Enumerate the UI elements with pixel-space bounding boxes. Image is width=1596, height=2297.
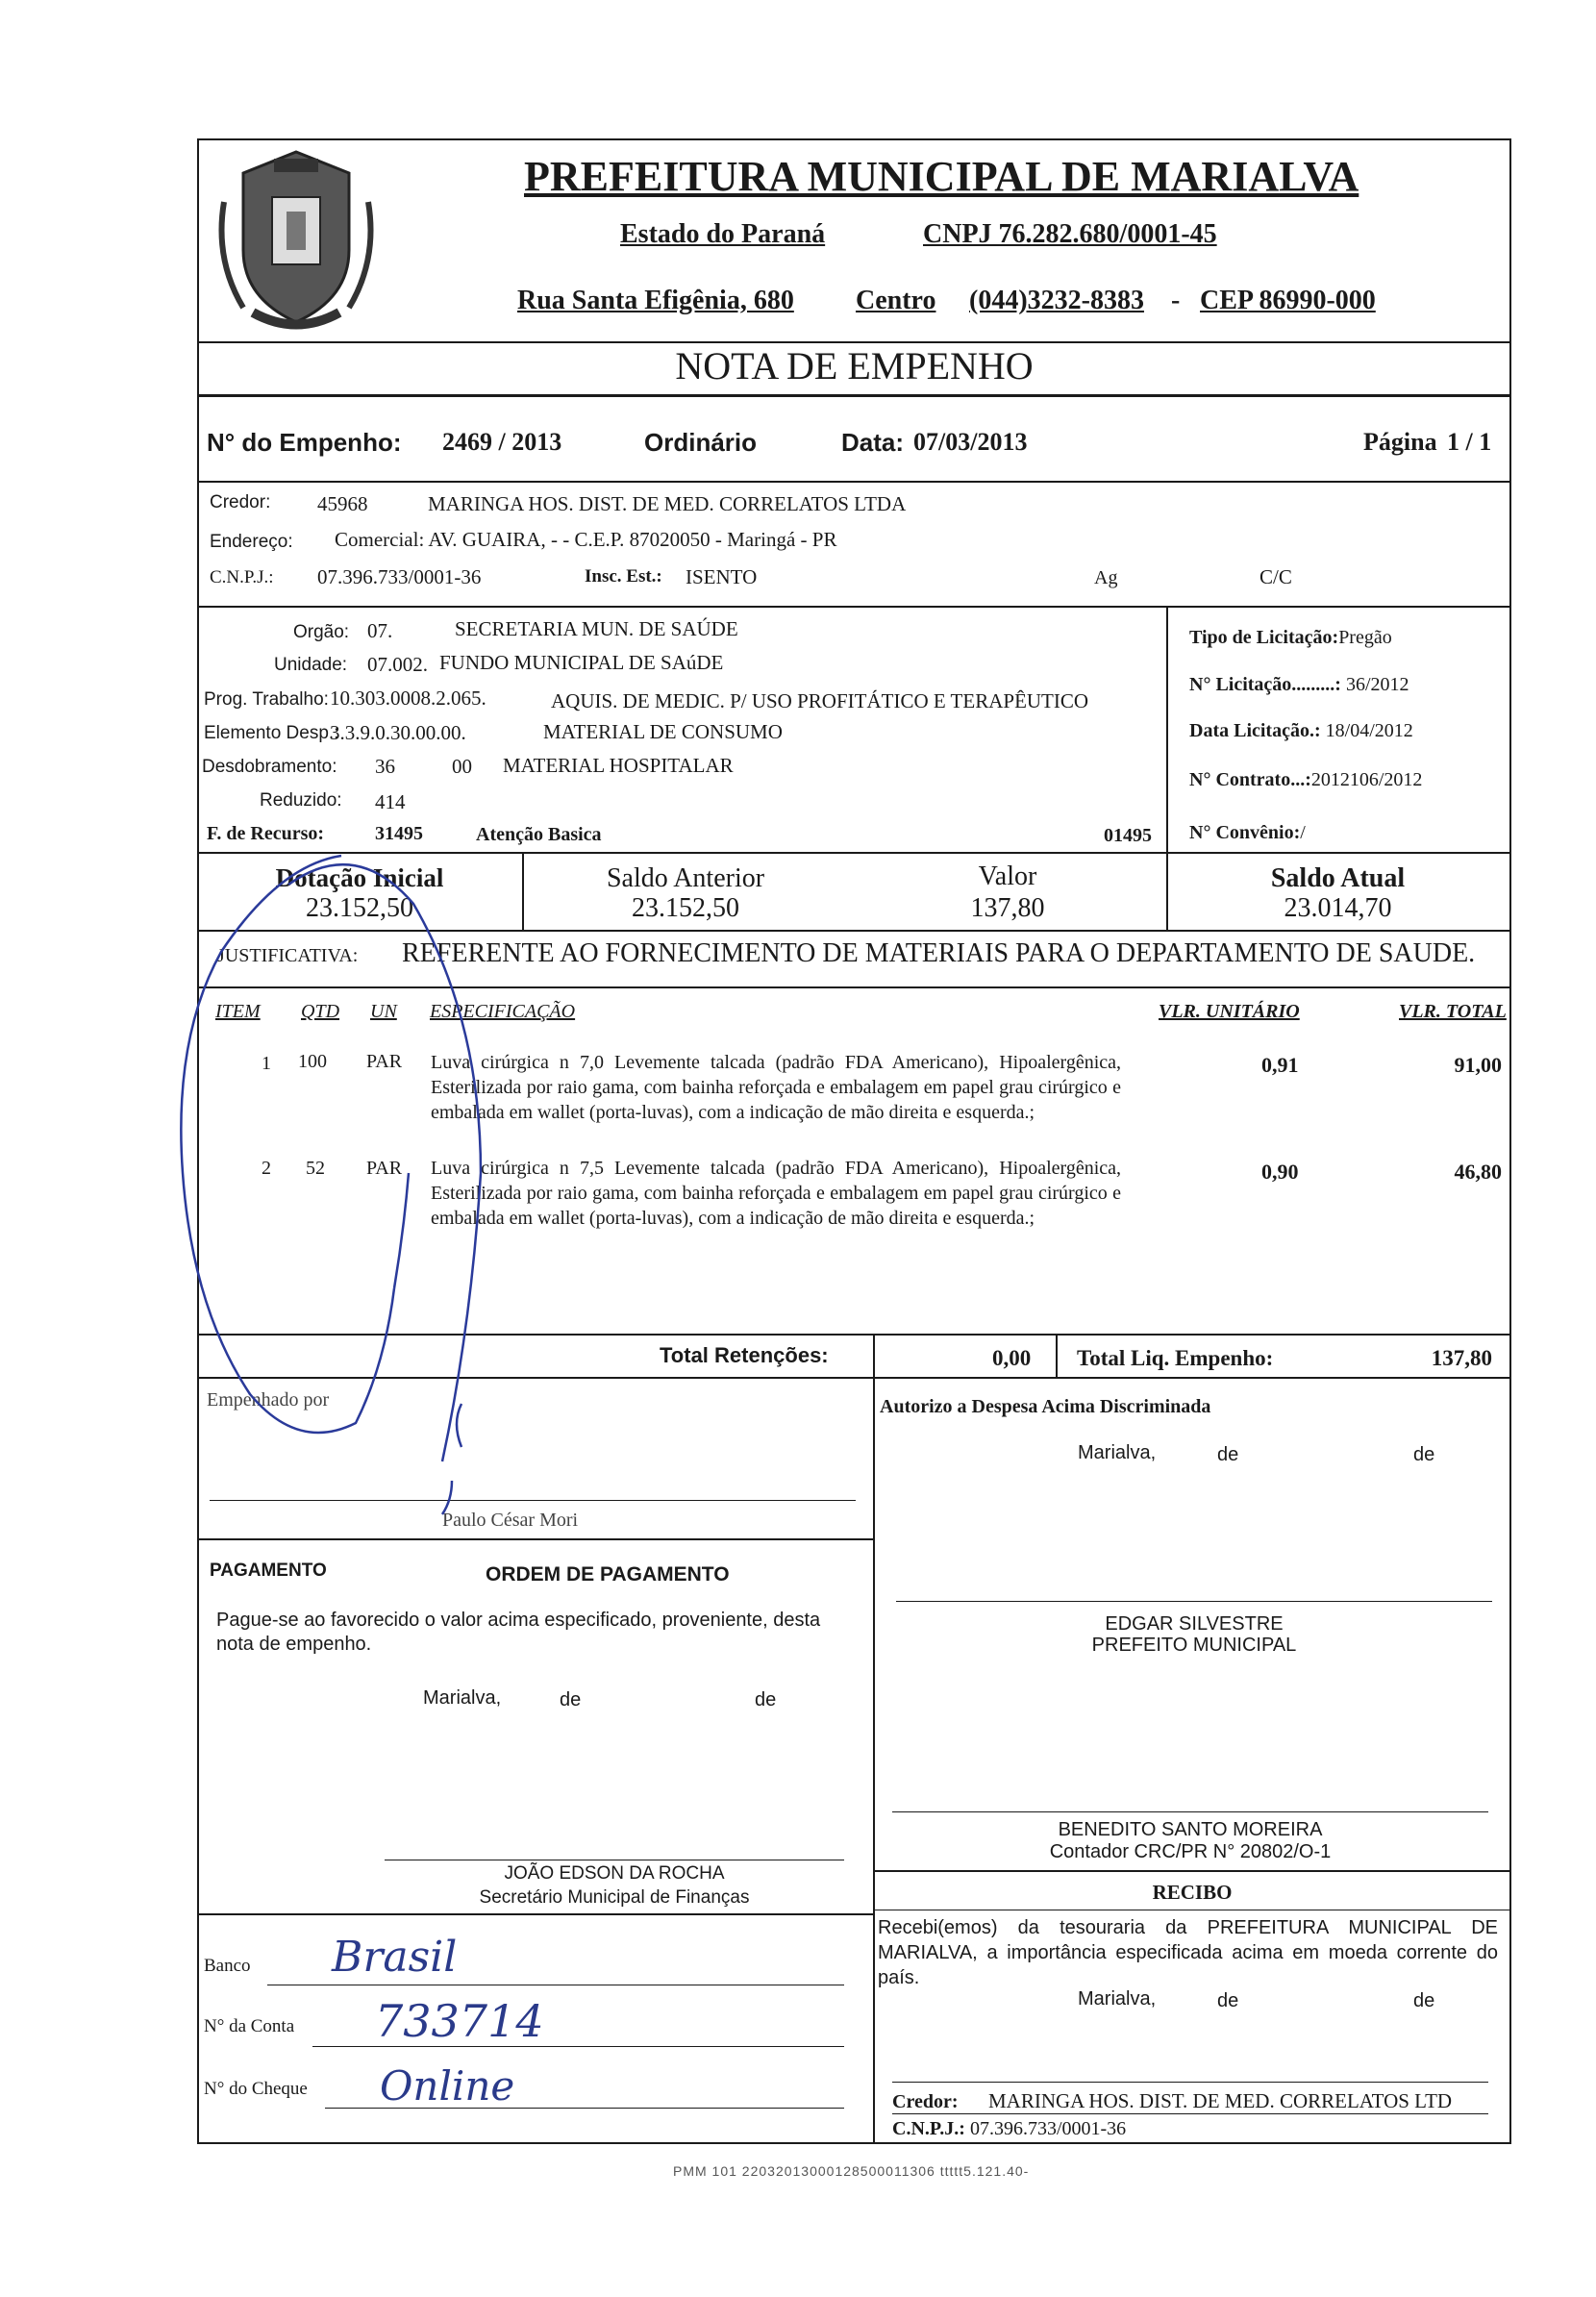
col-spec: ESPECIFICAÇÃO xyxy=(430,1001,576,1022)
elemento-code: 3.3.9.0.30.00.00. xyxy=(330,721,466,744)
recurso-label: F. de Recurso: xyxy=(207,823,325,844)
retencoes-value: 0,00 xyxy=(992,1346,1032,1370)
pagamento-place: Marialva, xyxy=(423,1687,502,1709)
cc-label: C/C xyxy=(1259,565,1292,588)
orgao-code: 07. xyxy=(367,619,393,642)
item-2-un: PAR xyxy=(366,1158,403,1179)
prog-code: 10.303.0008.2.065. xyxy=(330,687,486,710)
num-licitacao: N° Licitação.........: 36/2012 xyxy=(1189,674,1409,695)
reduzido-label: Reduzido: xyxy=(260,790,342,811)
justificativa-text: REFERENTE AO FORNECIMENTO DE MATERIAIS PARA O DEPARTAMENTO DE SAUDE. xyxy=(402,938,1476,968)
col-vlr-total: VLR. TOTAL xyxy=(1399,1001,1507,1022)
ag-label: Ag xyxy=(1094,567,1118,588)
empenho-number: 2469 / 2013 xyxy=(442,428,562,456)
retencoes-label: Total Retenções: xyxy=(660,1343,829,1367)
prefeitura-title: PREFEITURA MUNICIPAL DE MARIALVA xyxy=(524,153,1359,200)
saldo-anterior-label: Saldo Anterior xyxy=(606,863,765,893)
item-1-qtd: 100 xyxy=(298,1051,327,1072)
pen-loop-marking xyxy=(163,827,644,1519)
doc-title: NOTA DE EMPENHO xyxy=(675,344,1034,387)
desdobramento-label: Desdobramento: xyxy=(202,757,337,777)
col-item: ITEM xyxy=(215,1001,261,1022)
insc-label: Insc. Est.: xyxy=(585,566,662,587)
unidade-name: FUNDO MUNICIPAL DE SAúDE xyxy=(439,651,724,674)
credor-name: MARINGA HOS. DIST. DE MED. CORRELATOS LTDA xyxy=(428,492,907,515)
footer-code: PMM 101 22032013000128500011306 ttttt5.121.40- xyxy=(673,2163,1030,2179)
conta-label: N° da Conta xyxy=(204,2016,295,2036)
recurso-name: Atenção Basica xyxy=(476,824,602,845)
item-1-number: 1 xyxy=(262,1053,271,1074)
estado: Estado do Paraná xyxy=(620,219,826,249)
pagamento-label: PAGAMENTO xyxy=(210,1560,327,1581)
item-2-unit: 0,90 xyxy=(1261,1160,1299,1184)
dotacao-label: Dotação Inicial xyxy=(275,863,444,892)
pagamento-de-1: de xyxy=(560,1689,582,1710)
empenho-type: Ordinário xyxy=(644,428,758,457)
saldo-anterior-value: 23.152,50 xyxy=(632,893,739,923)
prog-name: AQUIS. DE MEDIC. P/ USO PROFITÁTICO E TERAPÊUTICO xyxy=(551,689,1089,712)
desdobramento-sub: 00 xyxy=(452,755,472,778)
insc-value: ISENTO xyxy=(686,565,758,588)
saldo-atual-label: Saldo Atual xyxy=(1270,863,1406,893)
credor-label: Credor: xyxy=(210,492,271,512)
ordem-pagamento: ORDEM DE PAGAMENTO xyxy=(486,1563,730,1585)
valor-label: Valor xyxy=(978,861,1037,891)
item-1-un: PAR xyxy=(366,1051,403,1072)
banco-value: Brasil xyxy=(332,1933,458,1982)
tipo-licitacao: Tipo de Licitação:Pregão xyxy=(1189,627,1392,648)
empenho-number-label: N° do Empenho: xyxy=(207,428,402,457)
creditor-cnpj: 07.396.733/0001-36 xyxy=(317,565,482,588)
pagamento-de-2: de xyxy=(755,1689,777,1710)
recibo-text: Recebi(emos) da tesouraria da PREFEITURA MUNICIPAL DE MARIALVA, a importância especificada acima em moeda corrente do país. xyxy=(878,1917,1498,1988)
recurso-num: 01495 xyxy=(1104,825,1152,846)
banco-label: Banco xyxy=(204,1956,251,1976)
liq-value: 137,80 xyxy=(1431,1346,1492,1370)
recibo-credor-label: Credor: xyxy=(892,2091,959,2112)
header-cep: CEP 86990-000 xyxy=(1200,286,1376,315)
credor-code: 45968 xyxy=(317,492,368,515)
item-2-spec: Luva cirúrgica n 7,5 Levemente talcada (padrão FDA Americano), Hipoalergênica, Esterilizada por raio gama, com bainha reforçada e embalagem em papel grau cirúrgico e embalada em wallet (porta-luvas), com a indicação de mão direita e esquerda.; xyxy=(431,1158,1121,1229)
recibo-de-2: de xyxy=(1413,1990,1435,2011)
recurso-code: 31495 xyxy=(375,823,423,844)
prefeito-name: EDGAR SILVESTRE xyxy=(1105,1613,1284,1635)
desdobramento-name: MATERIAL HOSPITALAR xyxy=(503,754,734,777)
item-2-number: 2 xyxy=(262,1158,271,1179)
item-1-spec: Luva cirúrgica n 7,0 Levemente talcada (padrão FDA Americano), Hipoalergênica, Esterilizada por raio gama, com bainha reforçada e embalagem em papel grau cirúrgico e embalada em wallet (porta-luvas), com a indicação de mão direita e esquerda.; xyxy=(431,1052,1121,1123)
page-number: 1 / 1 xyxy=(1447,428,1492,456)
pague-text: Pague-se ao favorecido o valor acima especificado, proveniente, desta nota de empenho. xyxy=(216,1610,821,1655)
endereco-value: Comercial: AV. GUAIRA, - - C.E.P. 87020050 - Maringá - PR xyxy=(335,528,837,551)
header-cnpj: CNPJ 76.282.680/0001-45 xyxy=(923,219,1217,249)
secretario-role: Secretário Municipal de Finanças xyxy=(479,1887,750,1908)
contador-role: Contador CRC/PR N° 20802/O-1 xyxy=(1049,1841,1332,1862)
col-un: UN xyxy=(370,1001,397,1022)
empenho-date: 07/03/2013 xyxy=(913,428,1028,456)
empenho-date-label: Data: xyxy=(841,428,905,457)
header-address: Rua Santa Efigênia, 680 xyxy=(517,286,794,315)
desdobramento-code: 36 xyxy=(375,755,395,778)
cheque-value: Online xyxy=(380,2062,515,2110)
autorizo-place: Marialva, xyxy=(1078,1442,1157,1463)
header-phone: (044)3232-8383 xyxy=(969,286,1144,315)
prog-label: Prog. Trabalho: xyxy=(204,689,329,710)
autorizo-de-1: de xyxy=(1217,1444,1239,1465)
orgao-name: SECRETARIA MUN. DE SAÚDE xyxy=(455,617,738,640)
empenhado-name: Paulo César Mori xyxy=(442,1510,579,1531)
item-1-total: 91,00 xyxy=(1454,1053,1502,1077)
col-vlr-unit: VLR. UNITÁRIO xyxy=(1159,1001,1300,1022)
unidade-label: Unidade: xyxy=(274,655,348,675)
endereco-label: Endereço: xyxy=(210,532,293,552)
conta-value: 733714 xyxy=(375,1995,544,2047)
recibo-de-1: de xyxy=(1217,1990,1239,2011)
item-1-unit: 0,91 xyxy=(1261,1053,1299,1077)
justificativa-label: JUSTIFICATIVA: xyxy=(217,945,359,966)
reduzido-value: 414 xyxy=(375,790,406,813)
recibo-credor-name: MARINGA HOS. DIST. DE MED. CORRELATOS LTD xyxy=(988,2089,1453,2112)
item-2-total: 46,80 xyxy=(1454,1160,1502,1184)
saldo-atual-value: 23.014,70 xyxy=(1284,893,1392,923)
autorizo-label: Autorizo a Despesa Acima Discriminada xyxy=(880,1396,1211,1417)
elemento-label: Elemento Desp.: xyxy=(204,723,339,743)
header-district: Centro xyxy=(856,286,936,315)
autorizo-de-2: de xyxy=(1413,1444,1435,1465)
secretario-name: JOÃO EDSON DA ROCHA xyxy=(504,1863,725,1884)
data-licitacao: Data Licitação.: 18/04/2012 xyxy=(1189,720,1413,741)
num-convenio: N° Convênio:/ xyxy=(1189,822,1306,843)
recibo-title: RECIBO xyxy=(1152,1881,1233,1904)
unidade-code: 07.002. xyxy=(367,653,428,676)
col-qtd: QTD xyxy=(301,1001,340,1022)
prefeito-role: PREFEITO MUNICIPAL xyxy=(1091,1635,1297,1656)
coat-of-arms-logo xyxy=(205,144,387,337)
elemento-name: MATERIAL DE CONSUMO xyxy=(543,720,783,743)
num-contrato: N° Contrato...:2012106/2012 xyxy=(1189,769,1423,790)
recibo-cnpj: C.N.P.J.: 07.396.733/0001-36 xyxy=(892,2118,1127,2139)
orgao-label: Orgão: xyxy=(293,622,350,642)
header-sep: - xyxy=(1171,286,1181,315)
contador-name: BENEDITO SANTO MOREIRA xyxy=(1058,1819,1323,1840)
liq-label: Total Liq. Empenho: xyxy=(1077,1346,1274,1370)
empenhado-label: Empenhado por xyxy=(207,1389,330,1411)
creditor-cnpj-label: C.N.P.J.: xyxy=(210,567,274,587)
dotacao-value: 23.152,50 xyxy=(306,893,413,923)
recibo-place: Marialva, xyxy=(1078,1988,1157,2010)
valor-value: 137,80 xyxy=(970,893,1045,923)
page-label: Página xyxy=(1363,428,1437,456)
cheque-label: N° do Cheque xyxy=(204,2079,308,2099)
item-2-qtd: 52 xyxy=(306,1158,325,1179)
